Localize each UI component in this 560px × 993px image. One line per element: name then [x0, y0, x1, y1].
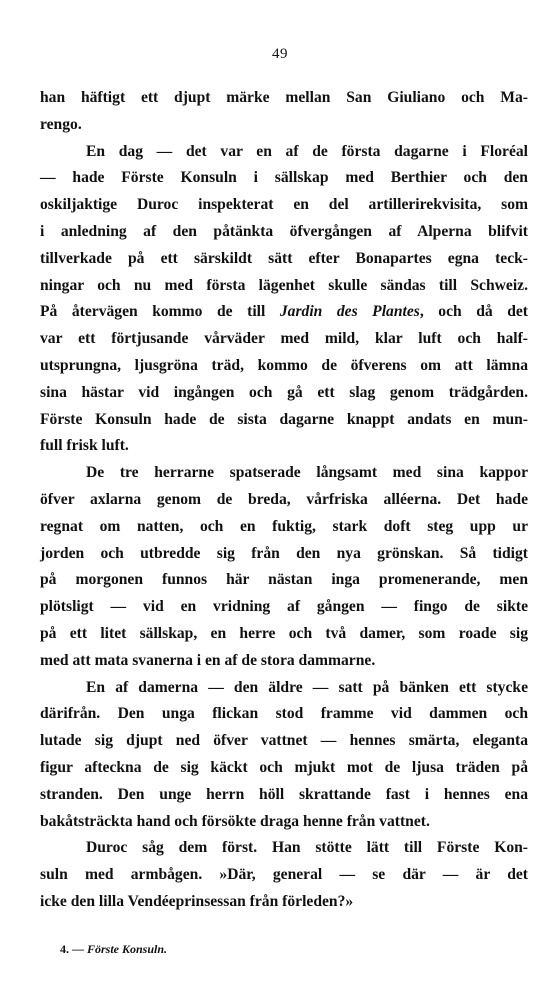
- text-line: plötsligt — vid en vridning af gången — fingo de sikte: [40, 598, 528, 616]
- text-line: var ett förtjusande vårväder med mild, klar luft och half-: [40, 330, 528, 348]
- text-line: öfver axlarna genom de breda, vårfriska alléerna. Det hade: [40, 491, 528, 508]
- page-number: 49: [272, 46, 288, 62]
- text-line: På återvägen kommo de till Jardin des Plantes, och då det: [40, 303, 528, 321]
- text-line: En dag — det var en af de första dagarne i Floréal: [86, 142, 528, 160]
- text-line: i anledning af den påtänkta öfvergången af Alperna blifvit: [40, 223, 528, 240]
- italic-place-name: Jardin des Plantes: [279, 303, 420, 321]
- text-line: lutade sig djupt ned öfver vattnet — hennes smärta, eleganta: [40, 732, 528, 750]
- text-line: han häftigt ett djupt märke mellan San Giuliano och Ma-: [40, 89, 528, 106]
- text-line: med att mata svanerna i en af de stora dammarne.: [40, 651, 376, 669]
- signature-number: 4.: [60, 942, 69, 956]
- text-line: En af damerna — den äldre — satt på bänken ett stycke: [86, 678, 528, 696]
- text-line: suln med armbågen. »Där, general — se där — är det: [40, 866, 528, 884]
- text-line: därifrån. Den unga flickan stod framme vid dammen och: [40, 705, 528, 723]
- text-line: icke den lilla Vendéeprinsessan från förleden?»: [40, 893, 354, 910]
- text-line: på ett litet sällskap, en herre och två damer, som roade sig: [40, 625, 528, 642]
- text-line: oskiljaktige Duroc inspekterat en del artillerirekvisita, som: [40, 196, 528, 214]
- text-line: figur afteckna de sig käckt och mjukt mot de ljusa träden på: [40, 759, 528, 776]
- signature-dash: —: [72, 942, 84, 956]
- text-line: bakåtsträckta hand och försökte draga henne från vattnet.: [40, 812, 430, 830]
- text-line: Duroc såg dem först. Han stötte lätt till Förste Kon-: [86, 839, 528, 857]
- text-line: — hade Förste Konsuln i sällskap med Berthier och den: [40, 169, 528, 187]
- signature-title: Förste Konsuln.: [87, 942, 168, 956]
- text-line: utsprungna, ljusgröna träd, kommo de öfverens om att lämna: [40, 357, 528, 374]
- text-line: ningar och nu med första lägenhet skulle sändas till Schweiz.: [40, 276, 528, 294]
- text-line: De tre herrarne spatserade långsamt med sina kappor: [86, 464, 528, 482]
- text-line: jorden och utbredde sig från den nya grönskan. Så tidigt: [40, 544, 528, 562]
- text-line: stranden. Den unge herrn höll skrattande fast i hennes ena: [40, 785, 528, 803]
- text-line: rengo.: [40, 115, 82, 133]
- text-line: sina hästar vid ingången och gå ett slag genom trädgården.: [40, 383, 528, 401]
- text-line: på morgonen funnos här nästan inga promenerande, men: [40, 571, 528, 589]
- text-line: full frisk luft.: [40, 437, 129, 455]
- text-line: regnat om natten, och en fuktig, stark doft steg upp ur: [40, 517, 528, 535]
- text-line: Förste Konsuln hade de sista dagarne knappt andats en mun-: [40, 410, 528, 428]
- signature-footer: [60, 942, 167, 957]
- text-line: tillverkade på ett särskildt sätt efter Bonapartes egna teck-: [40, 249, 528, 267]
